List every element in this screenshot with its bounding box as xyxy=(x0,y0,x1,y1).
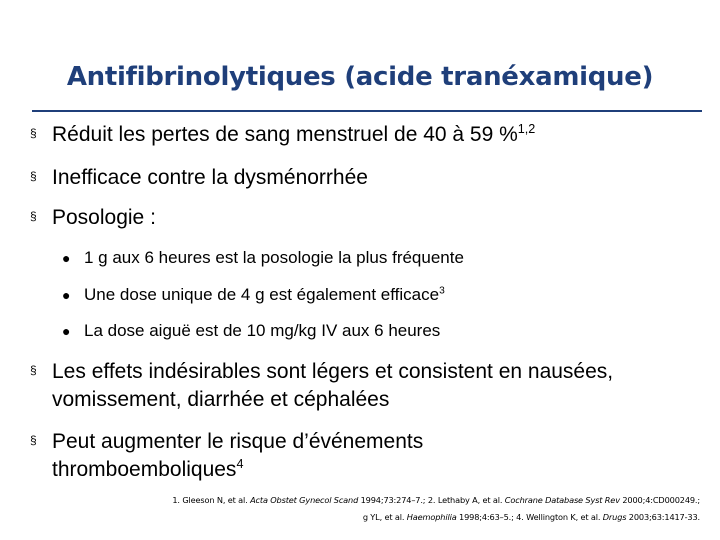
bullet-side-effects xyxy=(30,358,630,414)
bullet-text: Posologie : xyxy=(52,206,156,229)
bullet-posology xyxy=(30,204,690,232)
bullet-text: Peut augmenter le risque d’événements thromboemboliques xyxy=(52,430,424,481)
sub-bullet-text: Une dose unique de 4 g est également efficace xyxy=(84,285,440,304)
citation-superscript: 4 xyxy=(236,457,244,471)
sub-bullet-text: La dose aiguë est de 10 mg/kg IV aux 6 heures xyxy=(84,321,441,340)
square-bullet-icon: § xyxy=(30,169,37,183)
bullet-text: Inefficace contre la dysménorrhée xyxy=(52,166,368,189)
sub-bullet-acute-dose xyxy=(62,319,440,343)
bullet-thromboembolic-risk xyxy=(30,428,530,484)
dot-bullet-icon: ● xyxy=(62,323,71,339)
sub-bullet-dose-4g xyxy=(62,283,445,307)
reference-line-2: g YL, et al. Haemophilia 1998;4:63–5.; 4. Wellington K, et al. Drugs 2003;63:1417-33. xyxy=(362,512,700,522)
title-underline xyxy=(32,110,702,112)
dot-bullet-icon: ● xyxy=(62,250,71,266)
bullet-text: Les effets indésirables sont légers et consistent en nausées, vomissement, diarrhée et céphalées xyxy=(52,360,614,411)
bullet-menstrual-loss xyxy=(30,121,690,149)
reference-line-1: 1. Gleeson N, et al. Acta Obstet Gynecol Scand 1994;73:274–7.; 2. Lethaby A, et al. Cochrane Database Syst Rev 2000;4:CD000249.; xyxy=(172,495,700,505)
sub-bullet-text: 1 g aux 6 heures est la posologie la plus fréquente xyxy=(84,248,464,267)
square-bullet-icon: § xyxy=(30,209,37,223)
sub-bullet-dose-1g xyxy=(62,246,464,270)
square-bullet-icon: § xyxy=(30,363,37,377)
bullet-text: Réduit les pertes de sang menstruel de 40 à 59 % xyxy=(52,123,518,146)
slide-title: Antifibrinolytiques (acide tranéxamique) xyxy=(66,62,654,92)
references xyxy=(100,492,700,526)
dot-bullet-icon: ● xyxy=(62,287,71,303)
bullet-dysmenorrhea xyxy=(30,164,690,192)
citation-superscript: 1,2 xyxy=(517,122,536,136)
square-bullet-icon: § xyxy=(30,433,37,447)
citation-superscript: 3 xyxy=(439,285,445,297)
square-bullet-icon: § xyxy=(30,126,37,140)
